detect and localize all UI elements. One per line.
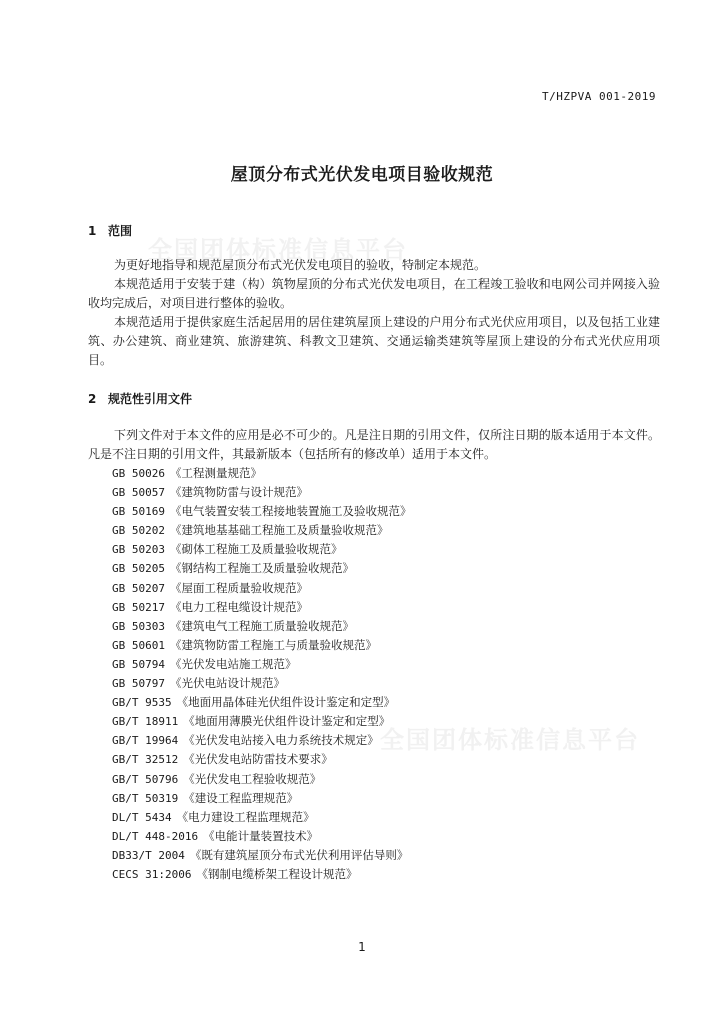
list-item [112,712,411,731]
reference-code: GB 50202 [112,524,165,538]
list-item [112,846,411,865]
list-item [112,598,411,617]
page-number: 1 [358,940,366,954]
reference-name: 《光伏发电站施工规范》 [169,656,297,671]
reference-name: 《电力建设工程监理规范》 [176,809,315,824]
list-item [112,770,411,789]
reference-code: GB 50303 [112,619,165,633]
reference-name: 《钢制电缆桥架工程设计规范》 [196,866,358,881]
list-item [112,483,411,502]
reference-list [112,464,411,884]
reference-code: DL/T 448-2016 [112,829,199,843]
reference-code: GB/T 18911 [112,715,179,729]
reference-name: 《建筑地基基础工程施工及质量验收规范》 [169,523,389,538]
list-item [112,693,411,712]
reference-name: 《砌体工程施工及质量验收规范》 [169,542,343,557]
section-title: 规范性引用文件 [108,392,193,406]
list-item [112,731,411,750]
reference-code: CECS 31:2006 [112,867,192,881]
list-item [112,521,411,540]
reference-code: GB 50169 [112,505,165,519]
reference-name: 《建筑物防雷工程施工与质量验收规范》 [169,637,377,652]
document-title: 屋顶分布式光伏发电项目验收规范 [230,165,494,185]
watermark: 全国团体标准信息平台 [148,236,408,264]
list-item [112,674,411,693]
paragraph: 本规范适用于安装于建（构）筑物屋顶的分布式光伏发电项目，在工程竣工验收和电网公司并网接入验收均完成后，对项目进行整体的验收。 [88,277,660,310]
reference-code: GB/T 50796 [112,772,179,786]
list-item [112,865,411,884]
paragraph: 本规范适用于提供家庭生活起居用的居住建筑屋顶上建设的户用分布式光伏应用项目，以及包括工业建筑、办公建筑、商业建筑、旅游建筑、科教文卫建筑、交通运输类建筑等屋顶上建设的分布式光伏应用项目。 [88,315,660,367]
reference-code: GB 50026 [112,467,165,480]
section-number: 1 [88,224,97,238]
reference-name: 《工程测量规范》 [169,466,262,480]
paragraph: 下列文件对于本文件的应用是必不可少的。凡是注日期的引用文件，仅所注日期的版本适用于本文件。凡是不注日期的引用文件，其最新版本（包括所有的修改单）适用于本文件。 [88,428,660,461]
reference-name: 《光伏发电站防雷技术要求》 [183,752,333,767]
reference-code: GB/T 32512 [112,753,179,767]
list-item [112,540,411,559]
standard-code: T/HZPVA 001-2019 [542,90,656,103]
reference-code: GB 50057 [112,486,165,500]
section-number: 2 [88,392,97,406]
reference-code: GB 50797 [112,677,165,691]
reference-name: 《既有建筑屋顶分布式光伏利用评估导则》 [189,847,409,862]
list-item [112,559,411,578]
reference-code: GB/T 9535 [112,696,172,710]
list-item [112,636,411,655]
reference-name: 《电能计量装置技术》 [203,828,319,843]
list-item [112,502,411,521]
list-item [112,808,411,827]
watermark: 全国团体标准信息平台 [380,726,640,754]
reference-code: GB 50207 [112,581,165,595]
section-heading-normative-references [88,390,192,407]
reference-name: 《地面用晶体硅光伏组件设计鉴定和定型》 [176,695,396,710]
reference-name: 《光伏电站设计规范》 [169,676,285,691]
reference-name: 《建筑电气工程施工质量验收规范》 [169,618,354,633]
reference-name: 《钢结构工程施工及质量验收规范》 [169,561,354,576]
reference-name: 《电力工程电缆设计规范》 [169,599,308,614]
paragraph: 为更好地指导和规范屋顶分布式光伏发电项目的验收，特制定本规范。 [114,258,487,272]
section-heading-scope [88,222,132,239]
reference-code: DL/T 5434 [112,810,172,824]
reference-name: 《电气装置安装工程接地装置施工及验收规范》 [169,504,412,519]
list-item [112,789,411,808]
reference-name: 《建设工程监理规范》 [183,790,299,805]
reference-code: GB 50205 [112,562,165,576]
list-item [112,579,411,598]
reference-code: GB 50601 [112,638,165,652]
reference-name: 《光伏发电站接入电力系统技术规定》 [183,733,379,748]
reference-code: GB/T 19964 [112,734,179,748]
reference-name: 《光伏发电工程验收规范》 [183,771,322,786]
section-title: 范围 [108,224,133,238]
reference-code: GB 50203 [112,543,165,557]
reference-code: GB/T 50319 [112,791,179,805]
reference-name: 《屋面工程质量验收规范》 [169,580,308,595]
reference-code: GB 50217 [112,600,165,614]
list-item [112,827,411,846]
list-item [112,617,411,636]
reference-name: 《建筑物防雷与设计规范》 [169,485,308,500]
list-item [112,464,411,483]
reference-code: DB33/T 2004 [112,848,185,862]
list-item [112,655,411,674]
reference-code: GB 50794 [112,657,165,671]
reference-name: 《地面用薄膜光伏组件设计鉴定和定型》 [183,714,391,729]
list-item [112,750,411,769]
